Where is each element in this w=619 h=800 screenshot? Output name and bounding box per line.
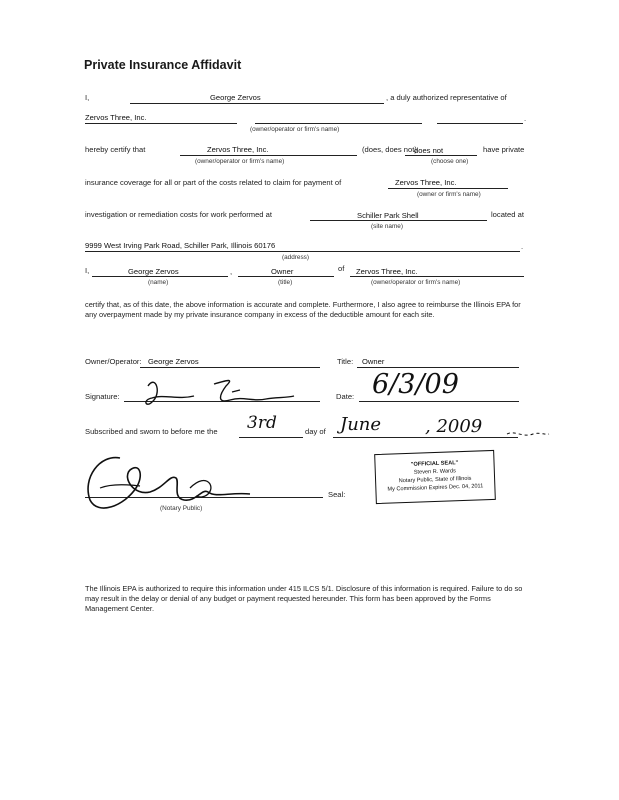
row6-line bbox=[85, 251, 520, 252]
row5-site: Schiller Park Shell bbox=[357, 211, 419, 220]
sworn-year: , 2009 bbox=[425, 416, 483, 437]
seal-line bbox=[283, 497, 323, 498]
date-line bbox=[359, 401, 519, 402]
row7-title-caption: (title) bbox=[278, 279, 293, 286]
row7-name: George Zervos bbox=[128, 267, 179, 276]
row5-text: investigation or remediation costs for work performed at bbox=[85, 210, 272, 219]
row4-firm: Zervos Three, Inc. bbox=[395, 178, 457, 187]
stamp-state: Notary Public, State of Illinois bbox=[398, 475, 472, 485]
owner-signature bbox=[140, 372, 300, 412]
row5-line bbox=[310, 220, 487, 221]
sworn-day-of: day of bbox=[305, 427, 326, 436]
row2-line-b bbox=[255, 123, 422, 124]
title-label: Title: bbox=[337, 357, 354, 366]
row7-name-line bbox=[92, 276, 228, 277]
owner-line bbox=[140, 367, 320, 368]
row1-name-line bbox=[130, 103, 384, 104]
title-line bbox=[357, 367, 519, 368]
official-seal-stamp bbox=[374, 450, 496, 504]
stamp-name: Steven R. Wards bbox=[413, 468, 456, 476]
sworn-day-line bbox=[239, 437, 303, 438]
date-label: Date: bbox=[336, 392, 355, 401]
row6-end: . bbox=[521, 242, 524, 251]
row7-name-caption: (name) bbox=[148, 279, 169, 286]
sworn-day: 3rd bbox=[247, 413, 277, 433]
row4-caption: (owner or firm's name) bbox=[417, 191, 481, 198]
row3-prefix: hereby certify that bbox=[85, 145, 146, 154]
sworn-month-line bbox=[333, 437, 518, 438]
signature-label: Signature: bbox=[85, 392, 120, 401]
row3-firm: Zervos Three, Inc. bbox=[207, 145, 269, 154]
footer-paragraph: The Illinois EPA is authorized to require this information under 415 ILCS 5/1. Disclosure of this information is required. Failure to do so may result in the delay or denial of any budget or payment requested hereunder. This form has been approved by the Forms Management Center. bbox=[85, 584, 523, 613]
row3-choice-options: (does, does not) bbox=[362, 145, 417, 154]
row4-text: insurance coverage for all or part of the costs related to claim for payment of bbox=[85, 178, 342, 187]
title-value: Owner bbox=[362, 357, 385, 366]
notary-caption: (Notary Public) bbox=[160, 505, 203, 512]
row7-prefix: I, bbox=[85, 266, 90, 275]
row2-firm: Zervos Three, Inc. bbox=[85, 113, 147, 122]
row5-suffix: located at bbox=[491, 210, 524, 219]
row7-title-line bbox=[238, 276, 334, 277]
row7-firm-caption: (owner/operator or firm's name) bbox=[371, 279, 461, 286]
row6-address: 9999 West Irving Park Road, Schiller Park, Illinois 60176 bbox=[85, 241, 276, 250]
row2-end: . bbox=[524, 114, 527, 123]
row3-choice: does not bbox=[414, 146, 444, 155]
certify-paragraph: certify that, as of this date, the above information is accurate and complete. Furthermore, I also agree to reimburse the Illinois EPA for any overpayment made by my private insurance company in excess of the deductible amount for each site. bbox=[85, 300, 521, 319]
row5-caption: (site name) bbox=[371, 223, 403, 230]
sworn-month: June bbox=[340, 414, 382, 435]
stamp-title: "OFFICIAL SEAL" bbox=[410, 460, 459, 468]
row3-choice-caption: (choose one) bbox=[431, 158, 469, 165]
row7-of: of bbox=[338, 264, 345, 273]
row7-sep: , bbox=[230, 267, 233, 276]
page-title: Private Insurance Affidavit bbox=[84, 58, 242, 72]
seal-label: Seal: bbox=[328, 490, 346, 499]
row2-caption: (owner/operator or firm's name) bbox=[250, 126, 340, 133]
year-flourish bbox=[505, 426, 550, 442]
owner-label: Owner/Operator: bbox=[85, 357, 142, 366]
row3-suffix: have private bbox=[483, 145, 525, 154]
row7-title: Owner bbox=[271, 267, 294, 276]
row7-firm-line bbox=[350, 276, 524, 277]
row3-choice-line bbox=[405, 155, 477, 156]
row2-line-a bbox=[85, 123, 237, 124]
row6-caption: (address) bbox=[282, 254, 309, 261]
row2-line-c bbox=[437, 123, 523, 124]
row1-suffix: , a duly authorized representative of bbox=[386, 93, 507, 102]
date-value: 6/3/09 bbox=[372, 369, 459, 400]
row7-firm: Zervos Three, Inc. bbox=[356, 267, 418, 276]
row3-caption: (owner/operator or firm's name) bbox=[195, 158, 285, 165]
row1-prefix: I, bbox=[85, 93, 90, 102]
owner-value: George Zervos bbox=[148, 357, 199, 366]
row1-name: George Zervos bbox=[210, 93, 261, 102]
row4-line bbox=[388, 188, 508, 189]
stamp-expires: My Commission Expires Dec. 04, 2011 bbox=[387, 483, 484, 493]
row3-line bbox=[180, 155, 357, 156]
sworn-text: Subscribed and sworn to before me the bbox=[85, 427, 218, 436]
